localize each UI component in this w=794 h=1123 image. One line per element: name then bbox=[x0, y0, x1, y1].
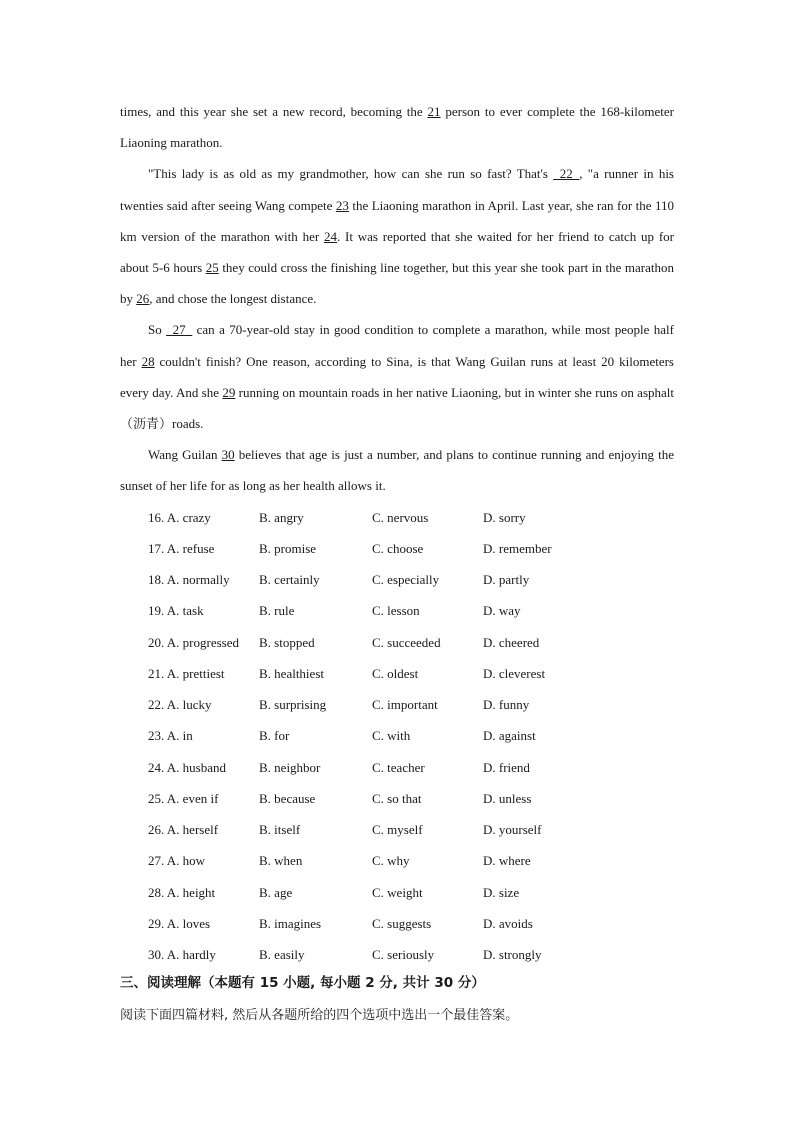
blank-27: _27_ bbox=[166, 322, 193, 338]
option-d: D. where bbox=[483, 853, 531, 869]
option-a: 18. A. normally bbox=[148, 572, 230, 588]
text: person to ever complete the 168-kilometer Liaoning marathon. bbox=[120, 104, 674, 151]
blank-22: _22_ bbox=[553, 166, 580, 182]
text: they could cross the finishing line together, but this year she took part in the marathon by bbox=[120, 260, 674, 307]
text: , and chose the longest distance. bbox=[149, 291, 317, 307]
option-row bbox=[148, 908, 668, 939]
paragraph-1 bbox=[120, 96, 674, 158]
option-row bbox=[148, 565, 668, 596]
option-a: 24. A. husband bbox=[148, 759, 226, 775]
option-a: 29. A. loves bbox=[148, 915, 211, 931]
option-a: 28. A. height bbox=[148, 884, 216, 900]
blank-25: 25 bbox=[205, 260, 219, 276]
option-d: D. partly bbox=[483, 572, 530, 588]
text: times, and this year she set a new record, becoming the bbox=[120, 104, 428, 119]
option-row bbox=[148, 502, 668, 533]
option-c: C. teacher bbox=[372, 759, 425, 775]
text: Wang Guilan bbox=[148, 447, 222, 463]
option-b: B. stopped bbox=[259, 634, 315, 650]
option-row bbox=[148, 721, 668, 752]
option-b: B. when bbox=[259, 853, 303, 869]
option-b: B. rule bbox=[259, 603, 295, 619]
option-d: D. friend bbox=[483, 759, 530, 775]
option-d: D. size bbox=[483, 884, 520, 900]
text: can a 70-year-old stay in good condition to complete a marathon, while most people half her bbox=[120, 322, 674, 369]
option-c: C. seriously bbox=[372, 947, 435, 963]
option-b: B. certainly bbox=[259, 572, 320, 588]
option-b: B. imagines bbox=[259, 915, 322, 931]
option-b: B. promise bbox=[259, 540, 317, 556]
option-b: B. age bbox=[259, 884, 293, 900]
option-d: D. cheered bbox=[483, 634, 540, 650]
blank-23: 23 bbox=[335, 197, 349, 213]
option-row bbox=[148, 533, 668, 564]
option-c: C. especially bbox=[372, 572, 440, 588]
text: . It was reported that she waited for her friend to catch up for about 5-6 hours bbox=[120, 228, 674, 276]
option-b: B. neighbor bbox=[259, 759, 321, 775]
option-c: C. with bbox=[372, 728, 411, 744]
text: So bbox=[148, 322, 167, 338]
section-instruction: 阅读下面四篇材料, 然后从各题所给的四个选项中选出一个最佳答案。 bbox=[120, 1008, 519, 1023]
option-a: 30. A. hardly bbox=[148, 947, 216, 963]
options-list bbox=[148, 502, 668, 971]
option-c: C. oldest bbox=[372, 665, 419, 681]
option-b: B. for bbox=[259, 728, 290, 744]
blank-26: 26 bbox=[136, 291, 150, 307]
option-row bbox=[148, 877, 668, 908]
option-row bbox=[148, 658, 668, 689]
option-a: 19. A. task bbox=[148, 603, 204, 619]
section-title: 三、阅读理解（本题有 15 小题, 每小题 2 分, 共计 30 分） bbox=[120, 975, 485, 991]
option-row bbox=[148, 783, 668, 814]
option-a: 21. A. prettiest bbox=[148, 665, 225, 681]
option-d: D. avoids bbox=[483, 915, 533, 931]
blank-21: 21 bbox=[427, 104, 441, 119]
option-b: B. because bbox=[259, 790, 316, 806]
option-c: C. choose bbox=[372, 540, 424, 556]
text: believes that age is just a number, and plans to continue running and enjoying the sunset of her life for as long as her health allows it. bbox=[120, 447, 674, 494]
option-c: C. important bbox=[372, 697, 438, 713]
option-row bbox=[148, 940, 668, 971]
text: running on mountain roads in her native Liaoning, but in winter she runs on asphalt（沥青）roads. bbox=[120, 384, 675, 432]
option-c: C. so that bbox=[372, 790, 422, 806]
option-d: D. yourself bbox=[483, 822, 542, 838]
option-d: D. strongly bbox=[483, 947, 542, 963]
option-a: 20. A. progressed bbox=[148, 634, 239, 650]
option-c: C. lesson bbox=[372, 603, 420, 619]
option-d: D. sorry bbox=[483, 509, 526, 525]
blank-28: 28 bbox=[141, 353, 155, 369]
option-d: D. funny bbox=[483, 697, 530, 713]
option-d: D. way bbox=[483, 603, 521, 619]
option-row bbox=[148, 846, 668, 877]
option-c: C. nervous bbox=[372, 509, 429, 525]
option-a: 22. A. lucky bbox=[148, 697, 212, 713]
option-b: B. healthiest bbox=[259, 665, 324, 681]
option-c: C. suggests bbox=[372, 915, 432, 931]
option-b: B. surprising bbox=[259, 697, 327, 713]
paragraph-3 bbox=[120, 314, 674, 439]
option-a: 26. A. herself bbox=[148, 822, 219, 838]
option-row bbox=[148, 596, 668, 627]
option-row bbox=[148, 752, 668, 783]
option-d: D. unless bbox=[483, 790, 532, 806]
blank-30: 30 bbox=[221, 447, 235, 463]
option-a: 25. A. even if bbox=[148, 790, 219, 806]
option-d: D. cleverest bbox=[483, 665, 546, 681]
blank-24: 24 bbox=[323, 228, 337, 244]
text: , "a runner in his twenties said after seeing Wang compete bbox=[120, 166, 674, 213]
text: the Liaoning marathon in April. Last year, she ran for the 110 km version of the marathon with her bbox=[120, 197, 674, 244]
passage bbox=[120, 96, 674, 502]
option-b: B. easily bbox=[259, 947, 305, 963]
option-a: 23. A. in bbox=[148, 728, 193, 744]
blank-29: 29 bbox=[222, 384, 236, 400]
option-c: C. succeeded bbox=[372, 634, 441, 650]
option-row bbox=[148, 690, 668, 721]
option-c: C. why bbox=[372, 853, 410, 869]
option-row bbox=[148, 815, 668, 846]
option-b: B. itself bbox=[259, 822, 301, 838]
paragraph-4 bbox=[120, 439, 674, 501]
text: couldn't finish? One reason, according to Sina, is that Wang Guilan runs at least 20 kilometers every day. And she bbox=[120, 353, 674, 400]
option-d: D. against bbox=[483, 728, 536, 744]
paragraph-2 bbox=[120, 158, 674, 314]
option-c: C. weight bbox=[372, 884, 423, 900]
option-b: B. angry bbox=[259, 509, 304, 525]
option-c: C. myself bbox=[372, 822, 423, 838]
option-d: D. remember bbox=[483, 540, 552, 556]
option-a: 27. A. how bbox=[148, 853, 206, 869]
option-row bbox=[148, 627, 668, 658]
option-a: 17. A. refuse bbox=[148, 540, 215, 556]
option-a: 16. A. crazy bbox=[148, 509, 211, 525]
text: "This lady is as old as my grandmother, how can she run so fast? That's bbox=[148, 166, 554, 182]
